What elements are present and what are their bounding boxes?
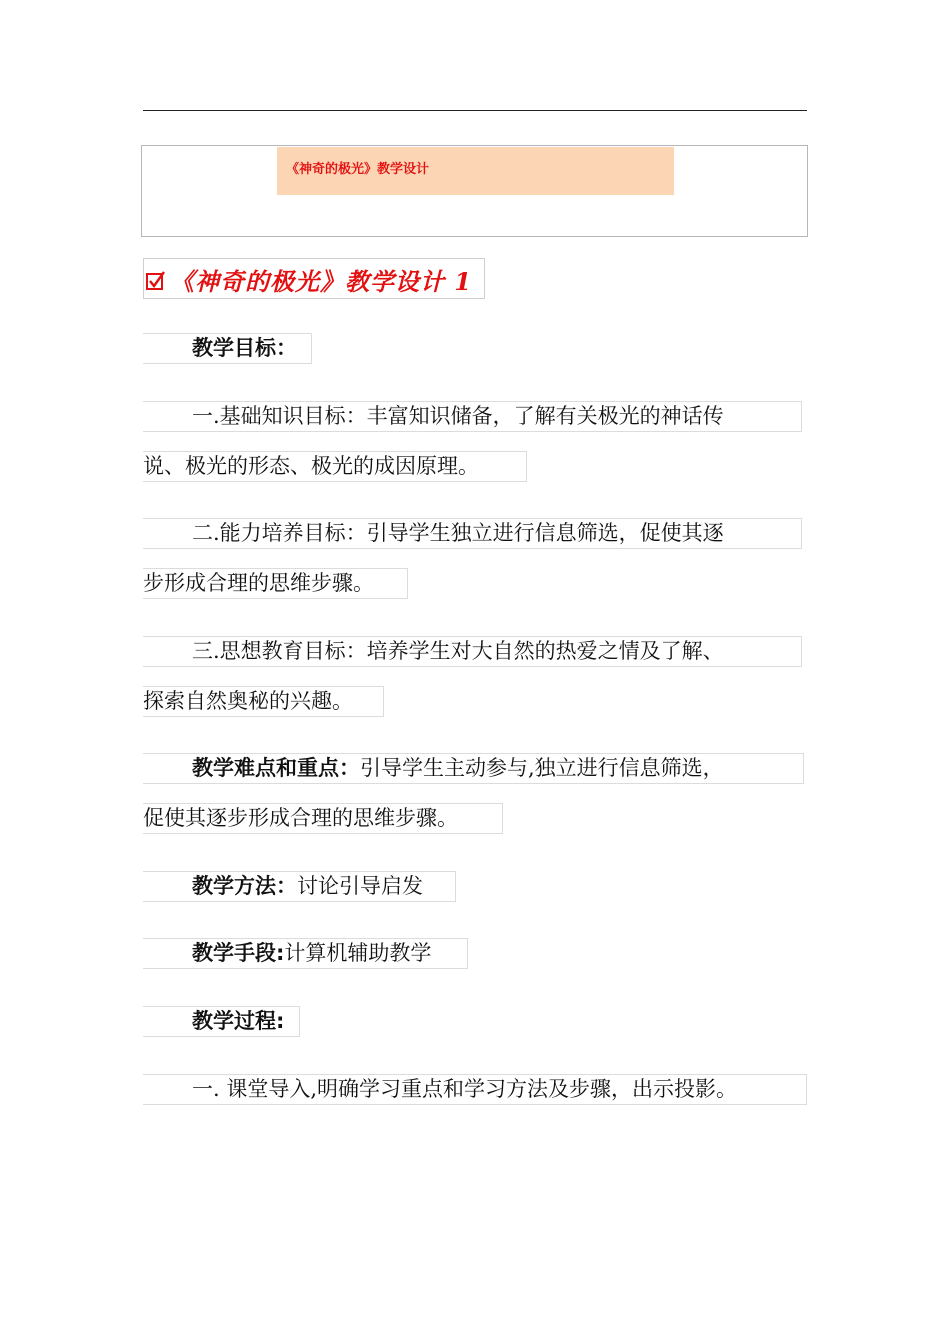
top-rule: [143, 110, 807, 111]
difficulty-line-2: 促使其逐步形成合理的思维步骤。: [143, 803, 503, 834]
means-line: [143, 938, 468, 969]
objective-3-line-1: 三.思想教育目标：培养学生对大自然的热爱之情及了解、: [143, 636, 802, 667]
method-value: 讨论引导启发: [297, 874, 423, 898]
difficulty-label: 教学难点和重点：: [192, 756, 360, 780]
header-title: 《神奇的极光》教学设计: [286, 162, 430, 177]
method-line: [143, 871, 456, 902]
means-value: 计算机辅助教学: [284, 941, 432, 965]
difficulty-text: 引导学生主动参与,独立进行信息筛选，: [360, 756, 724, 780]
document-title: [143, 258, 485, 299]
objective-2-line-2: 步形成合理的思维步骤。: [143, 568, 408, 599]
means-label: 教学手段:: [192, 941, 285, 965]
objective-1-line-1: 一.基础知识目标：丰富知识储备，了解有关极光的神话传: [143, 401, 802, 432]
objective-3-line-2: 探索自然奥秘的兴趣。: [143, 686, 384, 717]
checked-box-icon: [146, 271, 166, 291]
header-box: [141, 145, 808, 237]
process-heading: 教学过程:: [143, 1006, 300, 1037]
header-band: [277, 147, 674, 195]
objective-2-line-1: 二.能力培养目标：引导学生独立进行信息筛选，促使其逐: [143, 518, 802, 549]
process-step-1: 一. 课堂导入,明确学习重点和学习方法及步骤，出示投影。: [143, 1074, 807, 1105]
objective-1-line-2: 说、极光的形态、极光的成因原理。: [143, 451, 527, 482]
difficulty-line-1: [143, 753, 804, 784]
document-title-text: 《神奇的极光》教学设计 1: [170, 267, 473, 296]
objectives-heading: 教学目标：: [143, 333, 312, 364]
method-label: 教学方法：: [192, 874, 297, 898]
